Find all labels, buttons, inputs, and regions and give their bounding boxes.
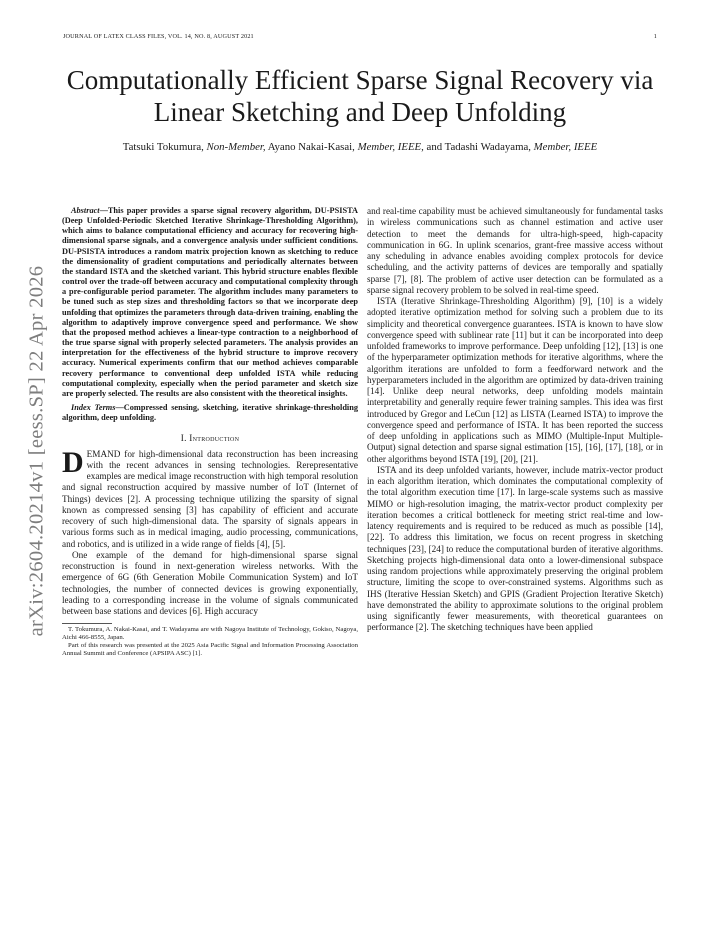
- section-heading: I. Introduction: [180, 433, 240, 444]
- author-3-role: Member, IEEE: [533, 141, 598, 153]
- footnote-divider: [62, 623, 112, 624]
- abstract-text: —This paper provides a sparse signal recovery algorithm, DU-PSISTA (Deep Unfolded-Periodic Sketched Iterative Shrinkage-Thresholding Algorithm), which aims to balance computational efficiency and accuracy for recovering high-dimensional sparse signals, and a convergence analysis under sufficient conditions. DU-PSISTA introduces a random matrix projection known as sketching to reduce the dimensionality of gradient computations and periodically alternates between the standard ISTA and the sketched variant. This hybrid structure enables flexible control over the trade-off between accuracy and computational complexity through a pre-configurable period parameter. The algorithm includes many parameters to be tuned such as step sizes and thresholding factors so that we incorporate deep unfolding that optimizes the parameters through data-driven training, enabling the algorithm to adaptively improve convergence speed and performance. We show that the proposed method achieves a linear-type contraction to a neighborhood of the true sparse signal with properly selected parameters. The analysis provides an interpretation for the effectiveness of the hybrid structure to improve recovery accuracy. Numerical experiments confirm that our method achieves comparable recovery performance to conventional deep unfolded ISTA while reducing computational complexity, especially when the period parameter and sketch size are properly selected. The results are also consistent with the theoretical insights.: [62, 206, 358, 398]
- left-column: [62, 206, 358, 658]
- author-1-role: Non-Member,: [206, 141, 266, 153]
- abstract-label: Abstract: [71, 206, 100, 215]
- paper-title: Computationally Efficient Sparse Signal Recovery via Linear Sketching and Deep Unfolding: [66, 65, 654, 127]
- author-list: [40, 141, 680, 154]
- arxiv-sidebar: [26, 250, 48, 652]
- right-column: [367, 206, 663, 634]
- index-terms-text: —Compressed sensing, sketching, iterative shrinkage-thresholding algorithm, deep unfolding.: [62, 402, 358, 423]
- body-paragraph-2: ISTA (Iterative Shrinkage-Thresholding Algorithm) [9], [10] is a widely adopted iterative optimization method for solving such a problem due to its simplicity and theoretical convergence guarantees. ISTA is known to have slow convergence speed with sublinear rate [11] but it can be incorporated into deep unfolded frameworks to improve performance. Deep unfolding [12], [13] is one of the hyperparameter optimization methods for iterative algorithms, where the algorithm iterations are unfolded to form a feedforward network and the hyperparameters included in the algorithm are optimized by data-driven training [14]. Unlike deep neural networks, deep unfolding models maintain interpretability and generally require fewer training samples. This idea was first introduced by Gregor and LeCun [12] as LISTA (Learned ISTA) to improve the convergence speed and performance of ISTA. It has been reported the success of deep unfolding in applications such as MIMO (Multiple-Input Multiple-Output) signal detection and sparse signal estimation [15], [16], [17], [18], or in other algorithms beyond ISTA [19], [20], [21].: [367, 296, 663, 464]
- abstract: [62, 206, 358, 399]
- footnote: [62, 626, 358, 658]
- body-paragraph-3: ISTA and its deep unfolded variants, however, include matrix-vector product in each algorithm iteration, which dominates the computational complexity of the total algorithm execution time [17]. In large-scale systems such as massive MIMO or high-resolution imaging, the matrix-vector product complexity per iteration becomes a critical bottleneck for meeting strict real-time and low-latency requirements and is required to be reduced as much as possible [14], [22]. To address this limitation, we focus on recent progress in sketching techniques [23], [24] to reduce the computational burden of iterative algorithms. Sketching projects high-dimensional data onto a lower-dimensional subspace using random projections while approximately preserving the original problem structure, limiting the scope to over-constrained systems. Algorithms such as IHS (Iterative Hessian Sketch) and GPIS (Gradient Projection Iterative Sketch) have demonstrated the ability to approximate solutions to the original problem using significantly fewer measurements, with theoretical guarantees on performance [2]. The sketching techniques have been applied: [367, 464, 663, 633]
- author-2: Ayano Nakai-Kasai,: [265, 141, 358, 153]
- index-terms-label: Index Terms: [71, 402, 116, 412]
- intro-paragraph-1-text: EMAND for high-dimensional data reconstruction has been increasing with the recent advances in sensing technologies. Rerepresentative examples are medical image reconstruction with high temporal resolution and signal reconstruction acquired by massive number of IoT (Internet of Things) devices [2]. A processing technique utilizing the sparsity of signal known as compressed sensing [3] has capability of efficient and accurate recovery of such high-dimensional data. The sparsity of signals appears in various forms such as in medical imaging, audio processing, communications, and robotics, and is utilized in a wide range of fields [4], [5].: [62, 448, 358, 549]
- drop-cap: D: [62, 445, 84, 479]
- arxiv-identifier: arXiv:2604.20214v1 [eess.SP] 22 Apr 2026: [25, 265, 48, 637]
- author-1: Tatsuki Tokumura,: [122, 141, 207, 153]
- footnote-affiliation: T. Tokumura, A. Nakai-Kasai, and T. Wadayama are with Nagoya Institute of Technology, Gokiso, Nagoya, Aichi 466-8555, Japan.: [62, 626, 358, 642]
- index-terms: [62, 403, 358, 423]
- running-header: [63, 33, 657, 45]
- intro-paragraph-2: One example of the demand for high-dimensional sparse signal reconstruction is found in next-generation wireless networks. With the emergence of 6G (6th Generation Mobile Communication System) and IoT technologies, the number of connected devices is growing exponentially, leading to a corresponding increase in the volume of signals communicated between base stations and devices [6]. High accuracy: [62, 549, 358, 617]
- journal-name: JOURNAL OF LATEX CLASS FILES, VOL. 14, NO. 8, AUGUST 2021: [63, 33, 254, 40]
- footnote-presentation: Part of this research was presented at the 2025 Asia Pacific Signal and Information Processing Association Annual Summit and Conference (APSIPA ASC) [1].: [62, 642, 358, 658]
- author-2-role: Member, IEEE,: [357, 141, 424, 153]
- body-paragraph-1: and real-time capability must be achieved simultaneously for fundamental tasks in wireless communications such as channel estimation and active user detection to meet the demands for ultra-high-speed, high-capacity communication in 6G. In uplink scenarios, grant-free massive access without any scheduling in advance enables avoiding complex protocols for device scheduling, and the activity patterns of devices are temporally and spatially sparse [7], [8]. The problem of active user detection can be formulated as a sparse signal recovery problem to be solved in real-time speed.: [367, 206, 663, 295]
- page-number: 1: [653, 33, 657, 40]
- author-3: and Tadashi Wadayama,: [423, 141, 534, 153]
- intro-paragraph-1: [62, 445, 358, 550]
